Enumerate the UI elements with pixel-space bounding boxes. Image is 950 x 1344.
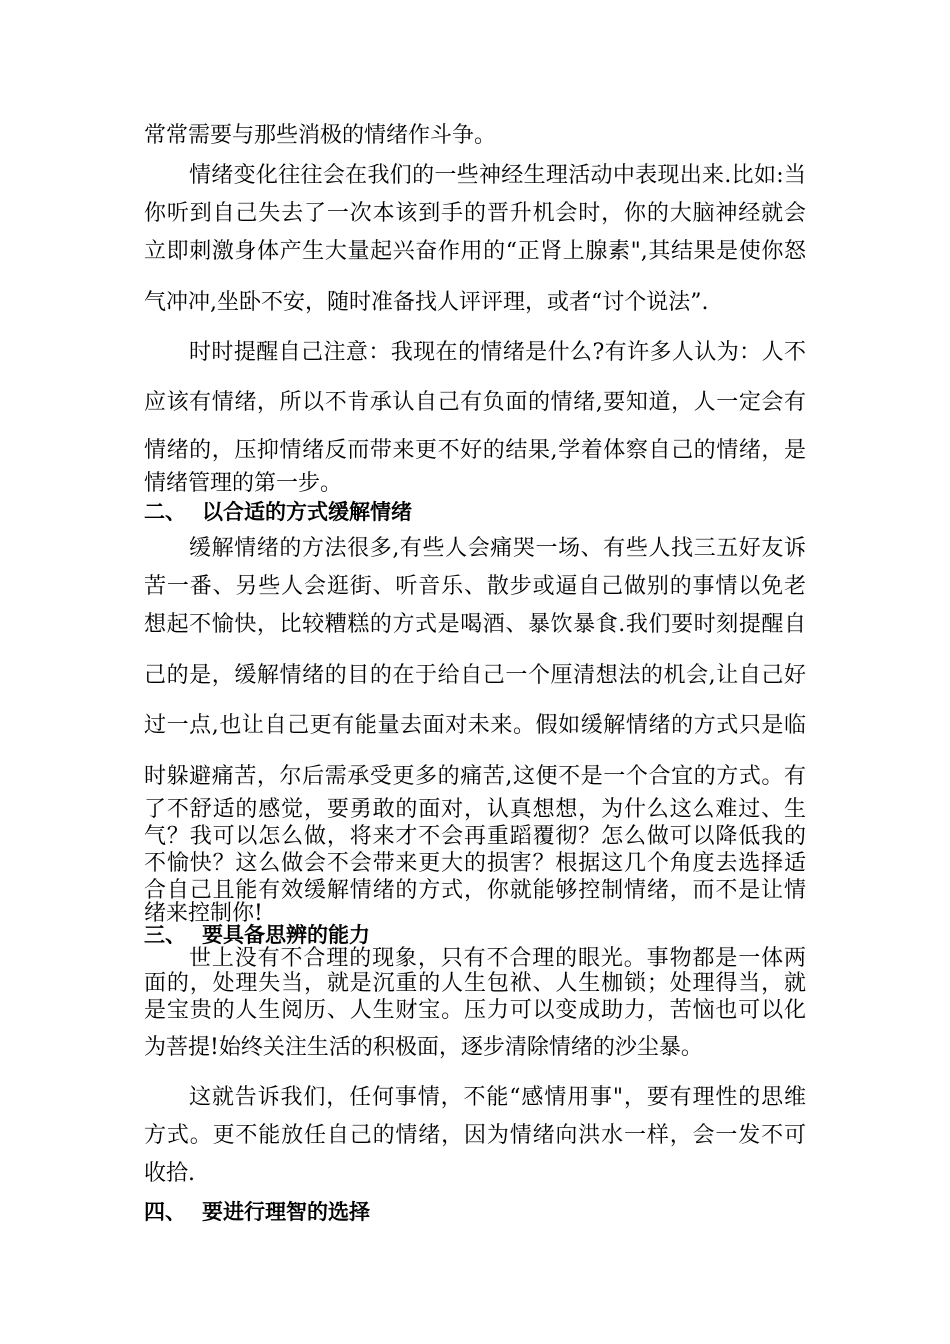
paragraph-line: 缓解情绪的方法很多,有些人会痛哭一场、有些人找三五好友诉 xyxy=(189,536,806,561)
section-number: 三、 xyxy=(144,923,186,947)
paragraph-line: 常常需要与那些消极的情绪作斗争。 xyxy=(144,123,497,148)
paragraph-line: 苦一番、另些人会逛街、听音乐、散步或逼自己做别的事情以免老 xyxy=(144,574,806,599)
paragraph-line: 合自己且能有效缓解情绪的方式，你就能够控制情绪，而不是让情 xyxy=(144,878,806,903)
paragraph-line: 情绪管理的第一步。 xyxy=(144,471,343,496)
section-heading xyxy=(144,497,412,527)
paragraph-line: 过一点,也让自己更有能量去面对未来。假如缓解情绪的方式只是临 xyxy=(144,713,806,738)
paragraph-line: 面的，处理失当，就是沉重的人生包袱、人生枷锁；处理得当，就 xyxy=(144,971,806,996)
paragraph-line: 绪来控制你! xyxy=(144,901,263,926)
paragraph-line: 情绪变化往往会在我们的一些神经生理活动中表现出来.比如:当 xyxy=(189,163,806,188)
paragraph-line: 气？我可以怎么做，将来才不会再重蹈覆彻？怎么做可以降低我的 xyxy=(144,824,806,849)
paragraph-line: 你听到自己失去了一次本该到手的晋升机会时，你的大脑神经就会 xyxy=(144,201,806,226)
paragraph-line: 方式。更不能放任自己的情绪，因为情绪向洪水一样，会一发不可 xyxy=(144,1123,806,1148)
paragraph-line: 是宝贵的人生阅历、人生财宝。压力可以变成助力，苦恼也可以化 xyxy=(144,998,806,1023)
section-number: 二、 xyxy=(144,500,186,524)
paragraph-line: 不愉快？这么做会不会带来更大的损害？根据这几个角度去选择适 xyxy=(144,851,806,876)
section-title: 要具备思辨的能力 xyxy=(202,923,370,947)
paragraph-line: 情绪的，压抑情绪反而带来更不好的结果,学着体察自己的情绪，是 xyxy=(144,438,806,463)
paragraph-line: 为菩提!始终关注生活的积极面，逐步清除情绪的沙尘暴。 xyxy=(144,1035,703,1060)
section-title: 以合适的方式缓解情绪 xyxy=(202,500,412,524)
paragraph-line: 时躲避痛苦，尔后需承受更多的痛苦,这便不是一个合宜的方式。有 xyxy=(144,764,806,789)
paragraph-line: 世上没有不合理的现象，只有不合理的眼光。事物都是一体两 xyxy=(189,946,806,971)
section-heading xyxy=(144,1197,370,1227)
section-title: 要进行理智的选择 xyxy=(202,1200,370,1224)
paragraph-line: 这就告诉我们，任何事情，不能“感情用事"，要有理性的思维 xyxy=(189,1085,806,1110)
paragraph-line: 立即刺激身体产生大量起兴奋作用的“正肾上腺素",其结果是使你怒 xyxy=(144,239,806,264)
paragraph-line: 收拾. xyxy=(144,1161,195,1186)
section-number: 四、 xyxy=(144,1200,186,1224)
paragraph-line: 应该有情绪，所以不肯承认自己有负面的情绪,要知道，人一定会有 xyxy=(144,390,806,415)
paragraph-line: 己的是，缓解情绪的目的在于给自己一个厘清想法的机会,让自己好 xyxy=(144,663,806,688)
paragraph-line: 了不舒适的感觉，要勇敢的面对，认真想想，为什么这么难过、生 xyxy=(144,797,806,822)
paragraph-line: 想起不愉快，比较糟糕的方式是喝酒、暴饮暴食.我们要时刻提醒自 xyxy=(144,612,806,637)
paragraph-line: 时时提醒自己注意：我现在的情绪是什么?有许多人认为：人不 xyxy=(189,340,806,365)
paragraph-line: 气冲冲,坐卧不安，随时准备找人评评理，或者“讨个说法”. xyxy=(144,290,709,315)
